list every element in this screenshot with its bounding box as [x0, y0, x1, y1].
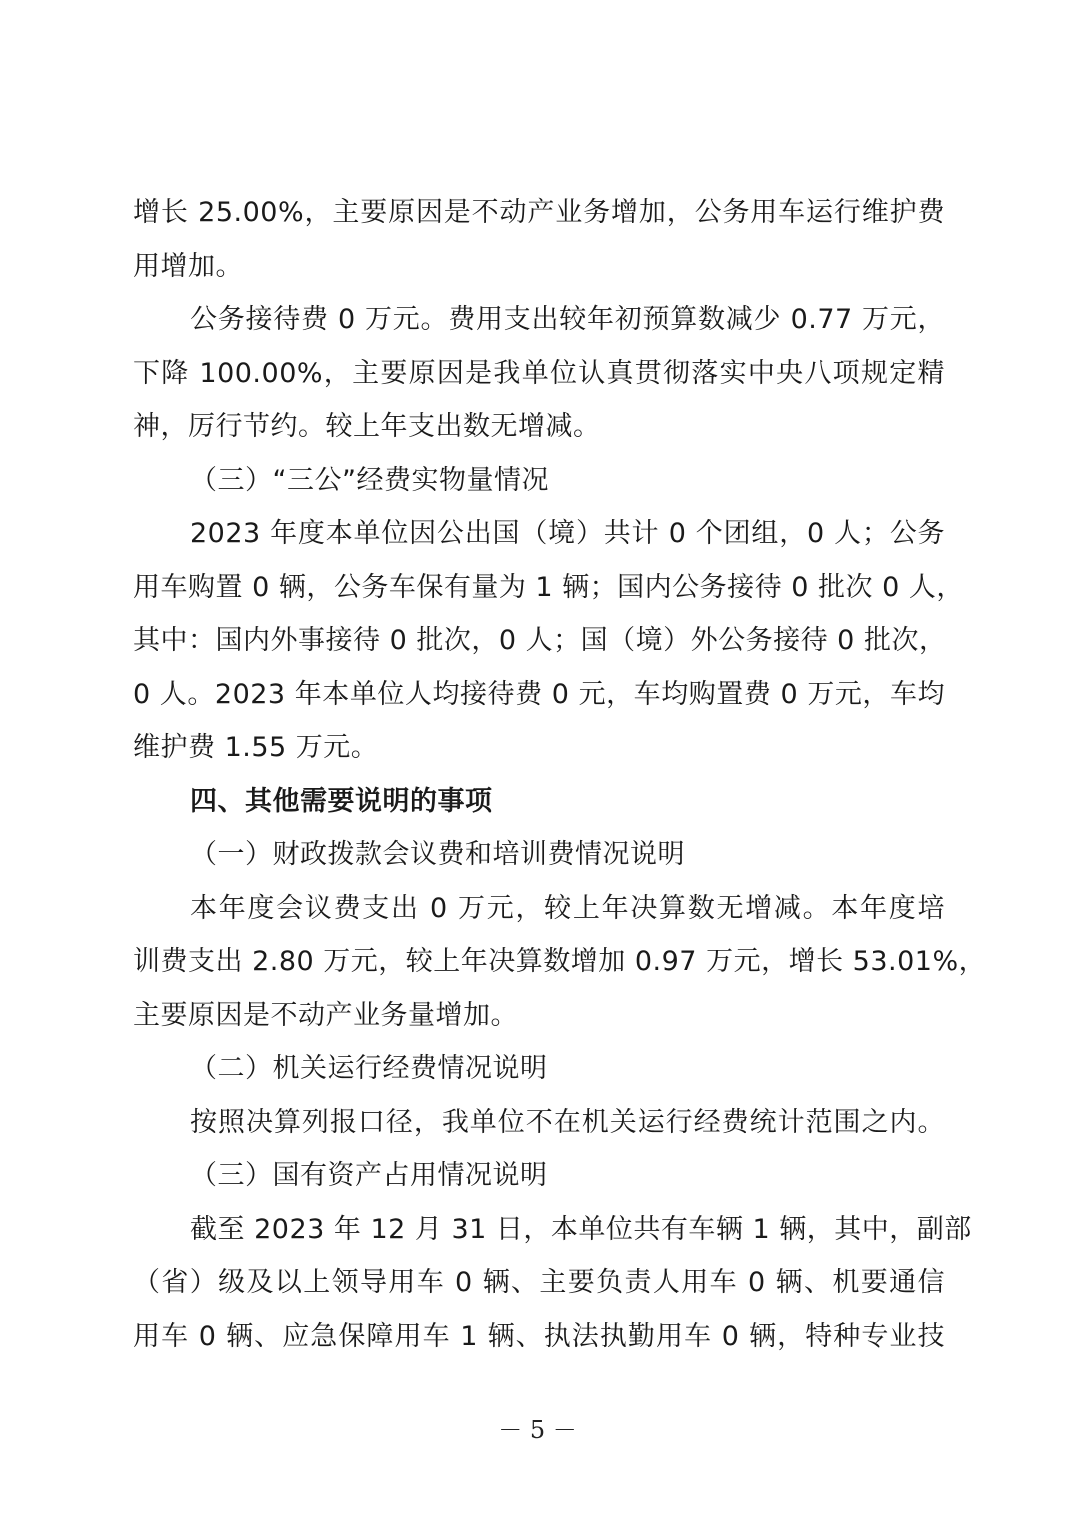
section-heading: 四、其他需要说明的事项 [190, 786, 493, 817]
body-text-line: 其中：国内外事接待 0 批次，0 人；国（境）外公务接待 0 批次， [133, 625, 947, 656]
body-text-line: 维护费 1.55 万元。 [133, 732, 379, 763]
body-text-line: 按照决算列报口径，我单位不在机关运行经费统计范围之内。 [190, 1107, 945, 1138]
body-text-line: 神，厉行节约。较上年支出数无增减。 [133, 411, 601, 442]
section-subheading: （二）机关运行经费情况说明 [190, 1053, 548, 1084]
section-subheading: （三）“三公”经费实物量情况 [190, 465, 549, 496]
body-text-line: 公务接待费 0 万元。费用支出较年初预算数减少 0.77 万元， [190, 304, 945, 335]
body-text-line: （省）级及以上领导用车 0 辆、主要负责人用车 0 辆、机要通信 [133, 1267, 945, 1298]
body-text-line: 2023 年度本单位因公出国（境）共计 0 个团组，0 人；公务 [190, 518, 945, 549]
body-text-line: 用增加。 [133, 251, 243, 282]
body-text-line: 本年度会议费支出 0 万元，较上年决算数无增减。本年度培 [190, 893, 945, 924]
body-text-line: 主要原因是不动产业务量增加。 [133, 1000, 518, 1031]
body-text-line: 用车 0 辆、应急保障用车 1 辆、执法执勤用车 0 辆，特种专业技 [133, 1321, 945, 1352]
page-number: － 5 － [498, 1416, 577, 1444]
body-text-line: 截至 2023 年 12 月 31 日，本单位共有车辆 1 辆，其中，副部 [190, 1214, 972, 1245]
body-text-line: 增长 25.00%，主要原因是不动产业务增加，公务用车运行维护费 [133, 197, 945, 228]
section-subheading: （一）财政拨款会议费和培训费情况说明 [190, 839, 685, 870]
body-text-line: 训费支出 2.80 万元，较上年决算数增加 0.97 万元，增长 53.01%， [133, 946, 987, 977]
body-text-line: 用车购置 0 辆，公务车保有量为 1 辆；国内公务接待 0 批次 0 人， [133, 572, 964, 603]
body-text-line: 下降 100.00%，主要原因是我单位认真贯彻落实中央八项规定精 [133, 358, 945, 389]
body-text-line: 0 人。2023 年本单位人均接待费 0 元，车均购置费 0 万元，车均 [133, 679, 945, 710]
section-subheading: （三）国有资产占用情况说明 [190, 1160, 548, 1191]
